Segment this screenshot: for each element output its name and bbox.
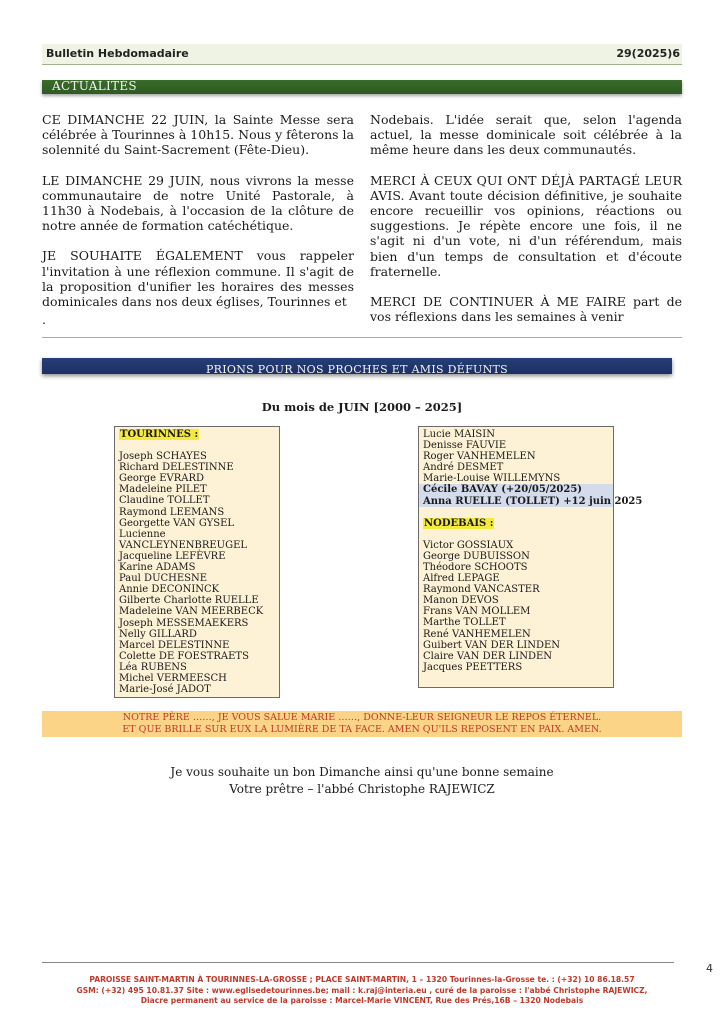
deceased-name: Roger VANHEMELEN <box>423 451 536 463</box>
tourinnes-list <box>114 426 280 698</box>
news-paragraph: MERCI DE CONTINUER À ME FAIRE part de vos réflexions dans les semaines à venir <box>370 294 682 325</box>
parish-footer <box>42 975 682 1007</box>
prayer-invocation <box>42 711 682 737</box>
deceased-name: Lucienne <box>119 528 166 540</box>
tourinnes-label: TOURINNES : <box>120 429 199 440</box>
deceased-name: Alfred LEPAGE <box>423 573 500 585</box>
deceased-name: Frans VAN MOLLEM <box>423 606 531 618</box>
deceased-name: Victor GOSSIAUX <box>423 539 514 551</box>
deceased-name: Jacques PEETTERS <box>423 661 523 673</box>
deceased-name: Denisse FAUVIE <box>423 440 507 452</box>
deceased-name: Marthe TOLLET <box>423 617 506 629</box>
invocation-line: ET QUE BRILLE SUR EUX LA LUMIÈRE DE TA FACE. AMEN QU'ILS REPOSENT EN PAIX. AMEN. <box>122 724 602 735</box>
closing-line: Je vous souhaite un bon Dimanche ainsi qu'une bonne semaine <box>170 765 554 779</box>
bulletin-title: Bulletin Hebdomadaire <box>46 47 189 60</box>
deceased-name: Lucie MAISIN <box>423 429 495 440</box>
deceased-name: George DUBUISSON <box>423 550 530 562</box>
deceased-name: Claudine TOLLET <box>119 495 210 507</box>
bulletin-header <box>42 44 682 65</box>
deceased-name: Gilberte Charlotte RUELLE <box>119 595 259 607</box>
page-number: 4 <box>706 962 713 975</box>
deceased-name: Raymond LEEMANS <box>119 506 225 518</box>
news-paragraph: LE DIMANCHE 29 JUIN, nous vivrons la messe communautaire de notre Unité Pastorale, à 11h30 à Nodebais, à l'occasion de la clôture de notre année de formation catéchétique. <box>42 172 354 234</box>
footer-divider <box>42 962 674 963</box>
deceased-name: Marie-José JADOT <box>119 684 211 696</box>
deceased-name: Léa RUBENS <box>119 661 187 673</box>
prayer-section-bar <box>42 358 672 374</box>
deceased-name: George EVRARD <box>119 473 205 485</box>
news-paragraph: MERCI À CEUX QUI ONT DÉJÀ PARTAGÉ LEUR AVIS. Avant toute décision définitive, je souhaite encore recueillir vos opinions, réactions ou suggestions. Je répète encore une fois, il ne s'agit ni d'un vote, ni d'un référendum, mais bien d'un temps de consultation et d'écoute fraternelle. <box>370 172 682 279</box>
deceased-name: René VANHEMELEN <box>423 628 531 640</box>
deceased-name: Guibert VAN DER LINDEN <box>423 639 561 651</box>
deceased-name: Marcel DELESTINNE <box>119 639 230 651</box>
deceased-name: Joseph SCHAYES <box>119 451 207 463</box>
signature-line: Votre prêtre – l'abbé Christophe RAJEWICZ <box>229 782 495 796</box>
footer-line: PAROISSE SAINT-MARTIN À TOURINNES-LA-GROSSE ; PLACE SAINT-MARTIN, 1 – 1320 Tourinnes-la-Grosse te. : (+32) 10 86.18.57 <box>89 975 635 984</box>
deceased-name: Karine ADAMS <box>119 562 196 574</box>
news-paragraph: JE SOUHAITE ÉGALEMENT vous rappeler l'invitation à une réflexion commune. Il s'agit de la proposition d'unifier les horaires des messes dominicales dans nos deux églises, Tourinnes et <box>42 248 354 310</box>
deceased-name: André DESMET <box>423 462 504 474</box>
deceased-name: Théodore SCHOOTS <box>423 561 528 573</box>
news-section-bar <box>42 80 682 94</box>
recent-deceased: Anna RUELLE (TOLLET) +12 juin 2025 <box>419 496 613 507</box>
deceased-name: Richard DELESTINNE <box>119 462 234 474</box>
month-title: Du mois de JUIN [2000 – 2025] <box>261 400 463 414</box>
deceased-name: Raymond VANCASTER <box>423 584 540 596</box>
deceased-name: VANCLEYNENBREUGEL <box>119 539 248 551</box>
deceased-name: Claire VAN DER LINDEN <box>423 650 553 662</box>
news-paragraph-end: . <box>42 312 46 328</box>
deceased-name: Jacqueline LEFÈVRE <box>119 550 226 562</box>
news-column-right <box>370 112 682 339</box>
footer-line: Diacre permanent au service de la paroisse : Marcel-Marie VINCENT, Rue des Prés,16B – 1320 Nodebais <box>140 996 584 1005</box>
deceased-name: Georgette VAN GYSEL <box>119 517 235 529</box>
invocation-line: NOTRE PÈRE ……, JE VOUS SALUE MARIE ……, DONNE-LEUR SEIGNEUR LE REPOS ÉTERNEL. <box>122 712 602 723</box>
deceased-name: Annie DECONINCK <box>119 584 220 596</box>
news-column-left <box>42 112 354 327</box>
bulletin-number: 29(2025)6 <box>616 47 680 60</box>
news-paragraph: Nodebais. L'idée serait que, selon l'agenda actuel, la messe dominicale soit célébrée à la même heure dans les deux communautés. <box>370 112 682 158</box>
deceased-name: Michel VERMEESCH <box>119 672 227 684</box>
nodebais-label: NODEBAIS : <box>424 517 494 529</box>
closing-message <box>42 764 682 798</box>
deceased-name: Paul DUCHESNE <box>119 573 208 585</box>
news-paragraph: CE DIMANCHE 22 JUIN, la Sainte Messe sera célébrée à Tourinnes à 10h15. Nous y fêterons la solennité du Saint-Sacrement (Fête-Dieu). <box>42 112 354 158</box>
deceased-name: Nelly GILLARD <box>119 628 197 640</box>
section-divider <box>42 337 682 338</box>
deceased-name: Madeleine PILET <box>119 484 207 496</box>
deceased-name: Marie-Louise WILLEMYNS <box>423 473 561 485</box>
recent-deceased: Cécile BAVAY (+20/05/2025) <box>419 484 613 495</box>
deceased-list-continued <box>418 426 643 688</box>
deceased-name: Madeleine VAN MEERBECK <box>119 606 264 618</box>
deceased-name: Colette DE FOESTRAETS <box>119 650 249 662</box>
news-heading: ACTUALITÉS <box>52 79 137 93</box>
footer-line: GSM: (+32) 495 10.81.37 Site : www.eglisedetourinnes.be; mail : k.raj@interia.eu , curé de la paroisse : l'abbé Christophe RAJEWICZ, <box>76 985 648 995</box>
prayer-heading: PRIONS POUR NOS PROCHES ET AMIS DÉFUNTS <box>205 363 509 376</box>
deceased-name: Joseph MESSEMAEKERS <box>119 617 249 629</box>
deceased-name: Manon DEVOS <box>423 595 499 607</box>
